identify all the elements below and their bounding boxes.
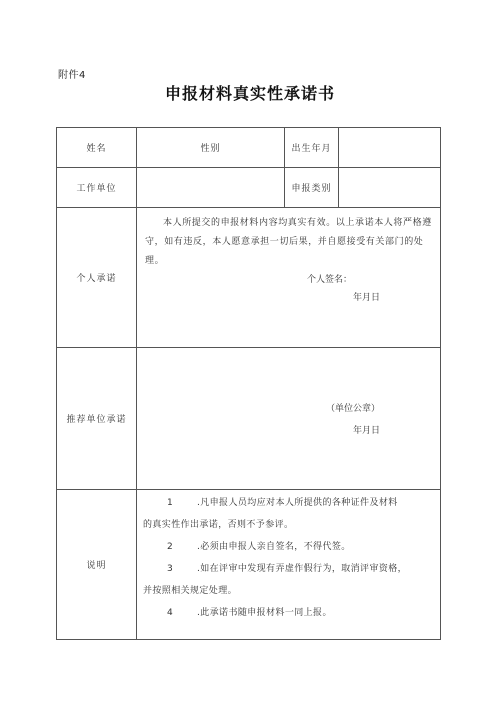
note-item: 2 .必须由申报人亲自签名，不得代签。 [167,542,351,552]
gender-label: 性别 [137,128,285,168]
recommend-unit-cell [137,348,441,490]
row-notes [57,490,441,640]
recommend-unit-label: 推荐单位承诺 [57,348,137,490]
personal-promise-cell [137,208,441,348]
work-unit-label: 工作单位 [57,168,137,208]
row-work-unit [57,168,441,208]
recommend-date: 年月日 [352,426,380,436]
birth-value-cell[interactable] [339,128,441,168]
notes-cell [137,490,441,640]
note-item: 4 .此承诺书随申报材料一同上报。 [167,608,332,618]
unit-seal-label: （单位公章） [325,404,380,414]
note-item-continuation: 的真实性作出承诺，否则不予参评。 [143,520,294,530]
promise-date: 年月日 [352,293,380,303]
attachment-number: 附件4 [58,70,86,81]
notes-label: 说明 [57,490,137,640]
promise-text: 本人所提交的申报材料内容均真实有效。以上承诺本人将严格遵守，如有违反，本人愿意承担一切后果，并自愿接受有关部门的处理。 [145,218,432,266]
name-label: 姓名 [57,128,137,168]
work-unit-value-cell[interactable] [137,168,285,208]
note-item-continuation: 并按照相关规定处理。 [143,586,238,596]
category-value-cell[interactable] [339,168,441,208]
row-recommend-unit [57,348,441,490]
personal-promise-label: 个人承诺 [57,208,137,348]
note-item: 1 .凡申报人员均应对本人所提供的各种证件及材料 [167,498,398,508]
signature-label: 个人签名： [306,275,352,285]
document-title: 申报材料真实性承诺书 [164,84,335,103]
birth-label: 出生年月 [285,128,339,168]
note-item: 3 .如在评审中发现有弄虚作假行为，取消评审资格， [167,564,408,574]
row-personal-promise [57,208,441,348]
category-label: 申报类别 [285,168,339,208]
commitment-form-table [56,127,441,640]
row-basic-info [57,128,441,168]
